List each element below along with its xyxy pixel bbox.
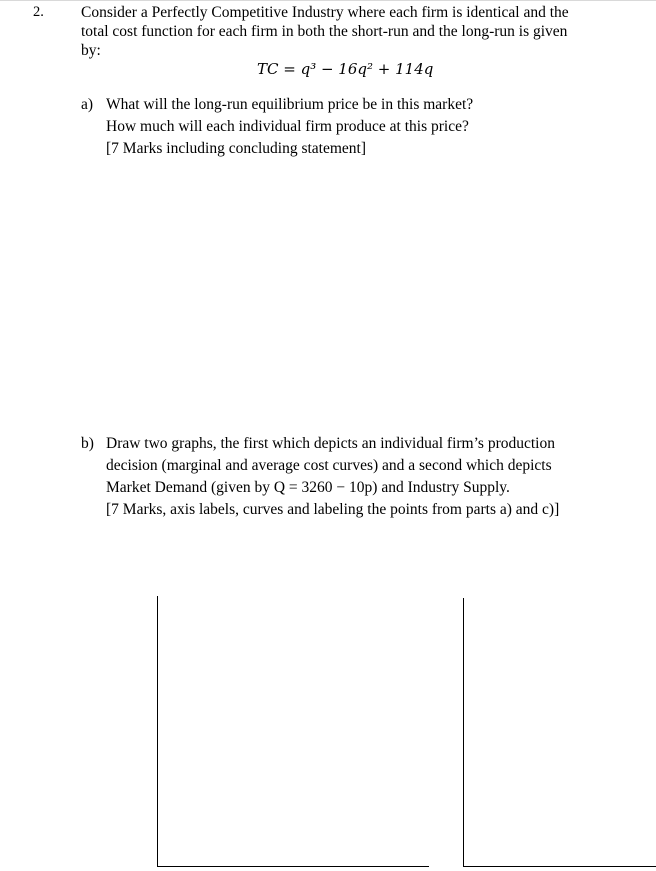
firm-graph-y-axis: [157, 596, 158, 867]
firm-graph-x-axis: [157, 866, 429, 867]
market-graph-y-axis: [463, 598, 464, 867]
part-a-label: a): [81, 96, 94, 113]
part-b-line-3: Market Demand (given by Q = 3260 − 10p) and Industry Supply.: [106, 479, 510, 496]
part-b-line-1: Draw two graphs, the first which depicts an individual firm’s production: [106, 435, 555, 452]
part-b: [81, 433, 559, 521]
intro-line-2: total cost function for each firm in both the short-run and the long-run is given: [81, 23, 568, 40]
part-a-line-3: [7 Marks including concluding statement]: [106, 140, 366, 157]
part-a-line-1: What will the long-run equilibrium price be in this market?: [106, 96, 474, 113]
market-graph-x-axis: [463, 866, 656, 867]
part-a: [81, 94, 473, 160]
part-b-line-4: [7 Marks, axis labels, curves and labeling the points from parts a) and c)]: [106, 501, 560, 518]
part-b-label: b): [81, 435, 94, 452]
part-a-line-2: How much will each individual firm produce at this price?: [106, 118, 469, 135]
intro-line-3: by:: [81, 42, 101, 59]
question-number: 2.: [33, 4, 44, 20]
part-b-line-2: decision (marginal and average cost curves) and a second which depicts: [106, 457, 552, 474]
question-intro: [81, 3, 601, 60]
top-rule: [0, 0, 656, 1]
intro-line-1: Consider a Perfectly Competitive Industry where each firm is identical and the: [81, 4, 569, 21]
total-cost-formula: TC = q³ − 16q² + 114q: [257, 60, 434, 78]
